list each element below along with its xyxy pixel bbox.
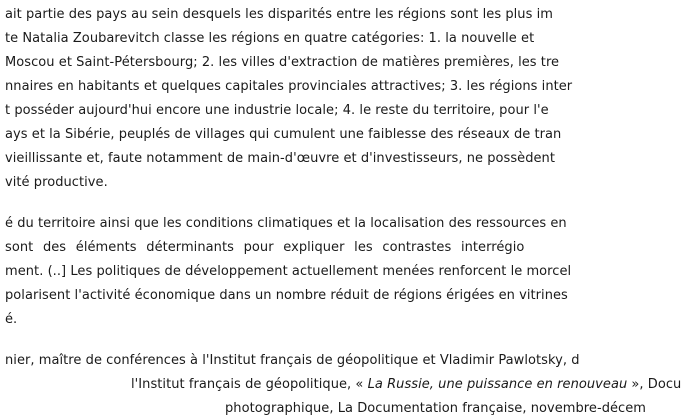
paragraph-1-line-3: Moscou et Saint-Pétersbourg; 2. les villes d'extraction de matières premières, les tre: [5, 55, 560, 70]
paragraph-2-line-5: é.: [5, 312, 18, 327]
paragraph-1-line-5: t posséder aujourd'hui encore une industrie locale; 4. le reste du territoire, pour l'e: [5, 103, 549, 118]
source-title: La Russie, une puissance en renouveau: [367, 377, 628, 392]
paragraph-1-line-7: vieillissante et, faute notamment de main-d'œuvre et d'investisseurs, ne possèdent: [5, 151, 555, 166]
paragraph-1-line-8: vité productive.: [5, 175, 108, 190]
source-line-3: photographique, La Documentation française, novembre-décem: [225, 401, 647, 416]
paragraph-1-line-4: nnaires en habitants et quelques capitales provinciales attractives; 3. les régions inter: [5, 79, 573, 94]
source-line-2-prefix: l'Institut français de géopolitique, «: [131, 377, 368, 392]
paragraph-1-line-1: ait partie des pays au sein desquels les disparités entre les régions sont les plus im: [5, 7, 553, 22]
paragraph-1-line-6: ays et la Sibérie, peuplés de villages qui cumulent une faiblesse des réseaux de tran: [5, 127, 562, 142]
paragraph-1-line-2: te Natalia Zoubarevitch classe les régions en quatre catégories: 1. la nouvelle et: [5, 31, 535, 46]
paragraph-2-line-2: sont des éléments déterminants pour expliquer les contrastes interrégio: [5, 240, 525, 255]
paragraph-2-line-1: é du territoire ainsi que les conditions climatiques et la localisation des ressources en: [5, 216, 567, 231]
source-line-2: [131, 377, 681, 393]
source-line-1: nier, maître de conférences à l'Institut français de géopolitique et Vladimir Pawlotsky, d: [5, 353, 580, 368]
paragraph-2-line-3: ment. (..] Les politiques de développement actuellement menées renforcent le morcel: [5, 264, 572, 279]
source-line-2-suffix: », Docu: [627, 377, 681, 392]
paragraph-2-line-4: polarisent l'activité économique dans un nombre réduit de régions érigées en vitrines: [5, 288, 568, 303]
